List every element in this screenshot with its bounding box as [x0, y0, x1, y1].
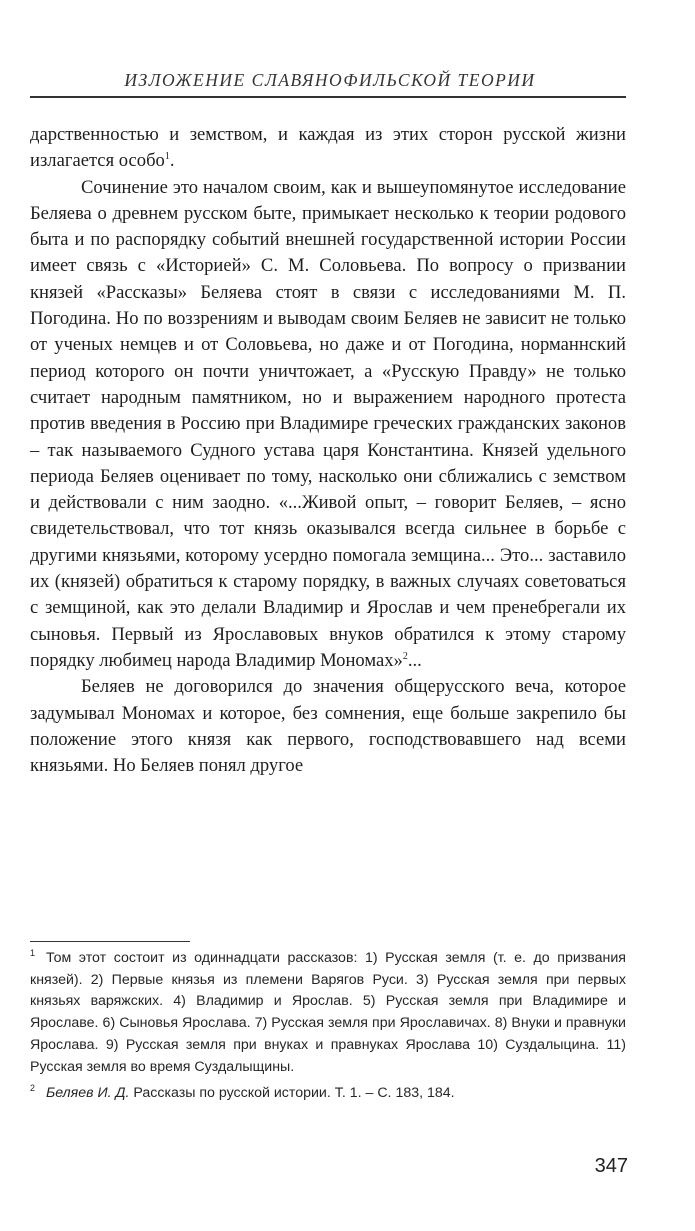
paragraph-2 — [30, 175, 626, 675]
header-rule — [30, 96, 626, 98]
paragraph-1 — [30, 122, 626, 175]
footnote-rule — [30, 941, 190, 942]
paragraph-text: Сочинение это началом своим, как и вышеупомянутое исследование Беляева о древнем русском быте, примыкает несколько к теории родового быта и по распорядку событий внешней государственной истории России имеет связь с «Историей» С. М. Соловьева. По вопросу о призвании князей «Рассказы» Беляева стоят в связи с исследованиями М. П. Погодина. Но по воззрениям и выводам своим Беляев не зависит не только от ученых немцев и от Соловьева, но даже и от Погодина, норманнский период которого он почти уничтожает, а «Русскую Правду» не только считает народным памятником, но и выражением народного протеста против введения в Россию при Владимире греческих гражданских законов – так называемого Судного устава царя Константина. Князей удельного периода Беляев оценивает по тому, насколько они сближались с земством и действовали с ним заодно. «...Живой опыт, – говорит Беляев, – ясно свидетельствовал, что тот князь оказывался всегда сильнее в борьбе с другими князьями, которому усердно помогала земщина... Это... заставило их (князей) обратиться к старому порядку, в важных случаях советоваться с земщиной, как это делали Владимир и Ярослав и чем пренебрегали их сыновья. Первый из Ярославовых внуков обратился к этому старому порядку любимец народа Владимир Мономах» — [30, 176, 626, 671]
page-number: 347 — [594, 1155, 628, 1177]
footnote-text: Рассказы по русской истории. Т. 1. – С. 183, 184. — [133, 1085, 455, 1102]
paragraph-tail: . — [169, 150, 175, 172]
footnote-mark: 2 — [30, 1083, 36, 1094]
paragraph-tail: ... — [407, 649, 422, 671]
footnote-ref-1: 1 — [164, 151, 170, 163]
paragraph-text: Беляев не договорился до значения общерусского веча, которое задумывал Мономах и которое, без сомнения, еще больше закрепило бы положение этого князя как первого, господствовавшего над всеми князьями. Но Беляев понял другое — [30, 676, 626, 777]
footnotes — [30, 948, 626, 1105]
paragraph-3 — [30, 674, 626, 779]
footnote-author: Беляев И. Д. — [46, 1085, 130, 1102]
footnote-1 — [30, 948, 626, 1078]
footnote-2 — [30, 1083, 626, 1105]
main-text — [30, 122, 626, 779]
footnote-text: Том этот состоит из одиннадцати рассказов: 1) Русская земля (т. е. до призвания князей). 2) Первые князья из племени Варягов Руси. 3) Русская земля при первых князьях варяжских. 4) Владимир и Ярослав. 5) Русская земля при Владимире и Ярославе. 6) Сыновья Ярослава. 7) Русская земля при Ярославичах. 8) Внуки и правнуки Ярослава. 9) Русская земля при внуках и правнуках Ярослава 10) Суздалыцина. 11) Русская земля во время Суздалыщины. — [30, 950, 626, 1075]
running-head: ИЗЛОЖЕНИЕ СЛАВЯНОФИЛЬСКОЙ ТЕОРИИ — [124, 70, 536, 90]
paragraph-text: дарственностью и земством, и каждая из этих сторон русской жизни излагается особо — [30, 124, 626, 172]
footnote-mark: 1 — [30, 948, 36, 959]
footnote-ref-2: 2 — [402, 650, 408, 662]
